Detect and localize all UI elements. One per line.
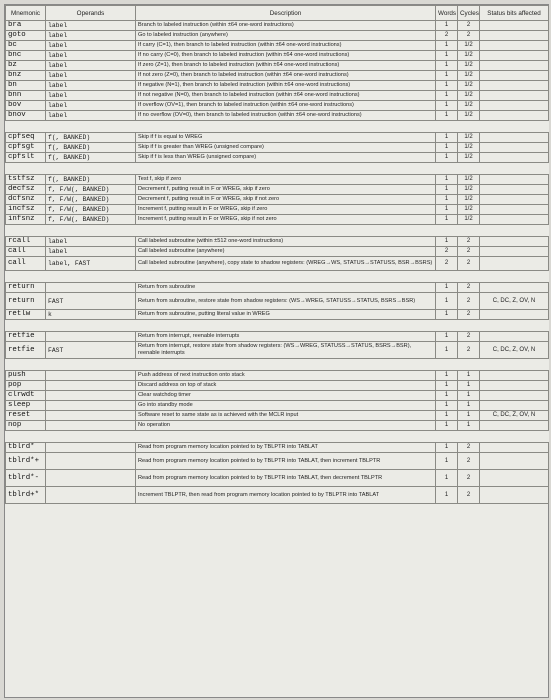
- words: 1: [436, 41, 458, 51]
- table-row: [6, 81, 549, 91]
- description: Read from program memory location pointed to by TBLPTR into TABLAT, then increment TBLPTR: [136, 453, 436, 470]
- status-bits: [480, 215, 549, 225]
- cycles: 2: [458, 310, 480, 320]
- mnemonic: goto: [6, 31, 46, 41]
- description: Return from interrupt, restore state from shadow registers: (WS→WREG, STATUSS→STATUS, BSRS→BSR), reenable interrupts: [136, 342, 436, 359]
- header-cycles: Cycles: [458, 6, 480, 21]
- operands: k: [46, 310, 136, 320]
- header-operands: Operands: [46, 6, 136, 21]
- header-description: Description: [136, 6, 436, 21]
- table-row: [6, 111, 549, 121]
- mnemonic: retfie: [6, 332, 46, 342]
- operands: label: [46, 81, 136, 91]
- group-spacer: [6, 271, 549, 283]
- cycles: 1: [458, 381, 480, 391]
- mnemonic: bnc: [6, 51, 46, 61]
- operands: label: [46, 237, 136, 247]
- operands: [46, 443, 136, 453]
- description: Test f, skip if zero: [136, 175, 436, 185]
- words: 1: [436, 133, 458, 143]
- status-bits: [480, 143, 549, 153]
- words: 1: [436, 487, 458, 504]
- mnemonic: push: [6, 371, 46, 381]
- cycles: 2: [458, 257, 480, 271]
- table-row: [6, 133, 549, 143]
- operands: f, F/W(, BANKED): [46, 215, 136, 225]
- mnemonic: sleep: [6, 401, 46, 411]
- description: Decrement f, putting result in F or WREG, skip if not zero: [136, 195, 436, 205]
- status-bits: [480, 31, 549, 41]
- status-bits: [480, 205, 549, 215]
- mnemonic: rcall: [6, 237, 46, 247]
- operands: label: [46, 91, 136, 101]
- words: 1: [436, 293, 458, 310]
- description: Return from subroutine, restore state from shadow registers: (WS→WREG, STATUSS→STATUS, BSRS→BSR): [136, 293, 436, 310]
- cycles: 1/2: [458, 111, 480, 121]
- mnemonic: pop: [6, 381, 46, 391]
- header-status-bits: Status bits affected: [480, 6, 549, 21]
- header-words: Words: [436, 6, 458, 21]
- cycles: 1: [458, 401, 480, 411]
- status-bits: [480, 91, 549, 101]
- description: Call labeled subroutine (anywhere): [136, 247, 436, 257]
- table-row: [6, 51, 549, 61]
- cycles: 2: [458, 470, 480, 487]
- operands: f(, BANKED): [46, 153, 136, 163]
- table-row: [6, 342, 549, 359]
- cycles: 1: [458, 391, 480, 401]
- description: Branch to labeled instruction (within ±64 one-word instructions): [136, 21, 436, 31]
- table-row: [6, 293, 549, 310]
- table-row: [6, 381, 549, 391]
- words: 1: [436, 342, 458, 359]
- description: Skip if f is less than WREG (unsigned compare): [136, 153, 436, 163]
- operands: label: [46, 101, 136, 111]
- operands: f, F/W(, BANKED): [46, 185, 136, 195]
- status-bits: [480, 71, 549, 81]
- description: If no carry (C=0), then branch to labeled instruction (within ±64 one-word instructions): [136, 51, 436, 61]
- words: 1: [436, 453, 458, 470]
- status-bits: C, DC, Z, OV, N: [480, 342, 549, 359]
- cycles: 2: [458, 283, 480, 293]
- words: 1: [436, 51, 458, 61]
- table-row: [6, 453, 549, 470]
- description: Increment f, putting result in F or WREG, skip if zero: [136, 205, 436, 215]
- operands: [46, 453, 136, 470]
- mnemonic: return: [6, 283, 46, 293]
- description: Read from program memory location pointed to by TBLPTR into TABLAT: [136, 443, 436, 453]
- cycles: 2: [458, 237, 480, 247]
- table-row: [6, 371, 549, 381]
- cycles: 1: [458, 421, 480, 431]
- cycles: 1/2: [458, 175, 480, 185]
- description: Return from interrupt, reenable interrupts: [136, 332, 436, 342]
- mnemonic: tstfsz: [6, 175, 46, 185]
- mnemonic: decfsz: [6, 185, 46, 195]
- description: Go into standby mode: [136, 401, 436, 411]
- words: 1: [436, 195, 458, 205]
- cycles: 1/2: [458, 51, 480, 61]
- header-mnemonic: Mnemonic: [6, 6, 46, 21]
- status-bits: [480, 310, 549, 320]
- operands: f(, BANKED): [46, 133, 136, 143]
- status-bits: [480, 257, 549, 271]
- cycles: 1/2: [458, 185, 480, 195]
- cycles: 1: [458, 411, 480, 421]
- words: 1: [436, 411, 458, 421]
- description: Call labeled subroutine (within ±512 one-word instructions): [136, 237, 436, 247]
- mnemonic: incfsz: [6, 205, 46, 215]
- words: 1: [436, 71, 458, 81]
- words: 1: [436, 205, 458, 215]
- operands: label: [46, 61, 136, 71]
- header-row: [6, 6, 549, 21]
- description: If not negative (N=0), then branch to labeled instruction (within ±64 one-word instructions): [136, 91, 436, 101]
- words: 1: [436, 153, 458, 163]
- table-row: [6, 310, 549, 320]
- operands: FAST: [46, 293, 136, 310]
- mnemonic: dcfsnz: [6, 195, 46, 205]
- operands: [46, 283, 136, 293]
- words: 1: [436, 91, 458, 101]
- operands: [46, 381, 136, 391]
- table-row: [6, 101, 549, 111]
- mnemonic: reset: [6, 411, 46, 421]
- cycles: 2: [458, 31, 480, 41]
- operands: label, FAST: [46, 257, 136, 271]
- status-bits: [480, 111, 549, 121]
- status-bits: [480, 401, 549, 411]
- group-spacer: [6, 359, 549, 371]
- words: 1: [436, 101, 458, 111]
- status-bits: [480, 185, 549, 195]
- words: 2: [436, 31, 458, 41]
- description: Go to labeled instruction (anywhere): [136, 31, 436, 41]
- instruction-table-page: [4, 4, 549, 698]
- description: Return from subroutine, putting literal value in WREG: [136, 310, 436, 320]
- cycles: 2: [458, 293, 480, 310]
- words: 1: [436, 332, 458, 342]
- mnemonic: return: [6, 293, 46, 310]
- words: 1: [436, 143, 458, 153]
- operands: [46, 332, 136, 342]
- operands: f(, BANKED): [46, 143, 136, 153]
- cycles: 1/2: [458, 215, 480, 225]
- cycles: 2: [458, 332, 480, 342]
- cycles: 2: [458, 247, 480, 257]
- operands: [46, 371, 136, 381]
- table-row: [6, 470, 549, 487]
- operands: f(, BANKED): [46, 175, 136, 185]
- status-bits: [480, 81, 549, 91]
- description: No operation: [136, 421, 436, 431]
- status-bits: [480, 153, 549, 163]
- table-row: [6, 257, 549, 271]
- group-spacer: [6, 431, 549, 443]
- cycles: 2: [458, 487, 480, 504]
- operands: [46, 470, 136, 487]
- status-bits: [480, 175, 549, 185]
- cycles: 1/2: [458, 153, 480, 163]
- cycles: 2: [458, 443, 480, 453]
- operands: label: [46, 41, 136, 51]
- mnemonic: call: [6, 257, 46, 271]
- cycles: 1/2: [458, 133, 480, 143]
- operands: [46, 487, 136, 504]
- mnemonic: bnov: [6, 111, 46, 121]
- status-bits: [480, 421, 549, 431]
- description: Increment TBLPTR, then read from program memory location pointed to by TBLPTR into TABLAT: [136, 487, 436, 504]
- description: If zero (Z=1), then branch to labeled instruction (within ±64 one-word instructions): [136, 61, 436, 71]
- description: Discard address on top of stack: [136, 381, 436, 391]
- operands: [46, 411, 136, 421]
- mnemonic: cpfsgt: [6, 143, 46, 153]
- mnemonic: tblrd*: [6, 443, 46, 453]
- words: 1: [436, 111, 458, 121]
- table-row: [6, 205, 549, 215]
- table-row: [6, 421, 549, 431]
- mnemonic: bra: [6, 21, 46, 31]
- status-bits: [480, 487, 549, 504]
- description: Software reset to same state as is achieved with the MCLR input: [136, 411, 436, 421]
- words: 1: [436, 391, 458, 401]
- operands: [46, 401, 136, 411]
- table-row: [6, 487, 549, 504]
- cycles: 2: [458, 21, 480, 31]
- table-row: [6, 185, 549, 195]
- cycles: 2: [458, 453, 480, 470]
- description: If overflow (OV=1), then branch to labeled instruction (within ±64 one-word instructions): [136, 101, 436, 111]
- description: Skip if f is greater than WREG (unsigned compare): [136, 143, 436, 153]
- mnemonic: bov: [6, 101, 46, 111]
- mnemonic: call: [6, 247, 46, 257]
- words: 1: [436, 175, 458, 185]
- status-bits: [480, 101, 549, 111]
- table-row: [6, 143, 549, 153]
- table-row: [6, 91, 549, 101]
- table-row: [6, 332, 549, 342]
- cycles: 2: [458, 342, 480, 359]
- words: 1: [436, 61, 458, 71]
- words: 1: [436, 283, 458, 293]
- status-bits: C, DC, Z, OV, N: [480, 411, 549, 421]
- description: Return from subroutine: [136, 283, 436, 293]
- mnemonic: tblrd+*: [6, 487, 46, 504]
- mnemonic: bn: [6, 81, 46, 91]
- mnemonic: bnz: [6, 71, 46, 81]
- cycles: 1/2: [458, 71, 480, 81]
- status-bits: [480, 332, 549, 342]
- group-spacer: [6, 320, 549, 332]
- operands: label: [46, 71, 136, 81]
- description: If carry (C=1), then branch to labeled instruction (within ±64 one-word instructions): [136, 41, 436, 51]
- description: Skip if f is equal to WREG: [136, 133, 436, 143]
- table-row: [6, 391, 549, 401]
- table-row: [6, 71, 549, 81]
- words: 1: [436, 421, 458, 431]
- description: Read from program memory location pointed to by TBLPTR into TABLAT, then decrement TBLPTR: [136, 470, 436, 487]
- words: 1: [436, 310, 458, 320]
- status-bits: [480, 21, 549, 31]
- table-row: [6, 283, 549, 293]
- description: Push address of next instruction onto stack: [136, 371, 436, 381]
- words: 2: [436, 257, 458, 271]
- mnemonic: cpfseq: [6, 133, 46, 143]
- mnemonic: infsnz: [6, 215, 46, 225]
- status-bits: [480, 247, 549, 257]
- operands: label: [46, 51, 136, 61]
- words: 1: [436, 215, 458, 225]
- status-bits: [480, 443, 549, 453]
- mnemonic: tblrd*+: [6, 453, 46, 470]
- table-row: [6, 41, 549, 51]
- cycles: 1/2: [458, 91, 480, 101]
- group-spacer: [6, 225, 549, 237]
- words: 2: [436, 247, 458, 257]
- cycles: 1/2: [458, 143, 480, 153]
- group-spacer: [6, 121, 549, 133]
- description: Call labeled subroutine (anywhere), copy state to shadow registers: (WREG→WS, STATUS→STATUSS, BSR→BSRS): [136, 257, 436, 271]
- operands: [46, 421, 136, 431]
- table-row: [6, 247, 549, 257]
- mnemonic: nop: [6, 421, 46, 431]
- mnemonic: retlw: [6, 310, 46, 320]
- table-row: [6, 443, 549, 453]
- instruction-rows: [6, 21, 549, 504]
- cycles: 1/2: [458, 81, 480, 91]
- words: 1: [436, 443, 458, 453]
- operands: label: [46, 31, 136, 41]
- mnemonic: tblrd*-: [6, 470, 46, 487]
- status-bits: [480, 237, 549, 247]
- instruction-table: [5, 5, 549, 504]
- description: If no overflow (OV=0), then branch to labeled instruction (within ±64 one-word instructions): [136, 111, 436, 121]
- status-bits: [480, 51, 549, 61]
- status-bits: [480, 371, 549, 381]
- description: Decrement f, putting result in F or WREG, skip if zero: [136, 185, 436, 195]
- operands: label: [46, 21, 136, 31]
- operands: f, F/W(, BANKED): [46, 205, 136, 215]
- status-bits: C, DC, Z, OV, N: [480, 293, 549, 310]
- words: 1: [436, 185, 458, 195]
- status-bits: [480, 453, 549, 470]
- operands: f, F/W(, BANKED): [46, 195, 136, 205]
- description: If not zero (Z=0), then branch to labeled instruction (within ±64 one-word instructions): [136, 71, 436, 81]
- mnemonic: cpfslt: [6, 153, 46, 163]
- words: 1: [436, 81, 458, 91]
- table-row: [6, 153, 549, 163]
- description: Increment f, putting result in F or WREG, skip if not zero: [136, 215, 436, 225]
- table-row: [6, 175, 549, 185]
- table-row: [6, 215, 549, 225]
- description: Clear watchdog timer: [136, 391, 436, 401]
- table-row: [6, 61, 549, 71]
- status-bits: [480, 283, 549, 293]
- table-row: [6, 21, 549, 31]
- table-row: [6, 411, 549, 421]
- description: If negative (N=1), then branch to labeled instruction (within ±64 one-word instructions): [136, 81, 436, 91]
- mnemonic: bc: [6, 41, 46, 51]
- status-bits: [480, 391, 549, 401]
- mnemonic: bnn: [6, 91, 46, 101]
- words: 1: [436, 21, 458, 31]
- cycles: 1/2: [458, 61, 480, 71]
- mnemonic: bz: [6, 61, 46, 71]
- cycles: 1/2: [458, 101, 480, 111]
- status-bits: [480, 195, 549, 205]
- table-row: [6, 31, 549, 41]
- cycles: 1/2: [458, 195, 480, 205]
- status-bits: [480, 133, 549, 143]
- status-bits: [480, 381, 549, 391]
- operands: label: [46, 247, 136, 257]
- table-row: [6, 237, 549, 247]
- cycles: 1/2: [458, 205, 480, 215]
- words: 1: [436, 371, 458, 381]
- status-bits: [480, 41, 549, 51]
- status-bits: [480, 61, 549, 71]
- words: 1: [436, 381, 458, 391]
- table-row: [6, 401, 549, 411]
- words: 1: [436, 401, 458, 411]
- operands: FAST: [46, 342, 136, 359]
- mnemonic: retfie: [6, 342, 46, 359]
- mnemonic: clrwdt: [6, 391, 46, 401]
- group-spacer: [6, 163, 549, 175]
- operands: label: [46, 111, 136, 121]
- cycles: 1/2: [458, 41, 480, 51]
- table-row: [6, 195, 549, 205]
- words: 1: [436, 470, 458, 487]
- words: 1: [436, 237, 458, 247]
- operands: [46, 391, 136, 401]
- status-bits: [480, 470, 549, 487]
- cycles: 1: [458, 371, 480, 381]
